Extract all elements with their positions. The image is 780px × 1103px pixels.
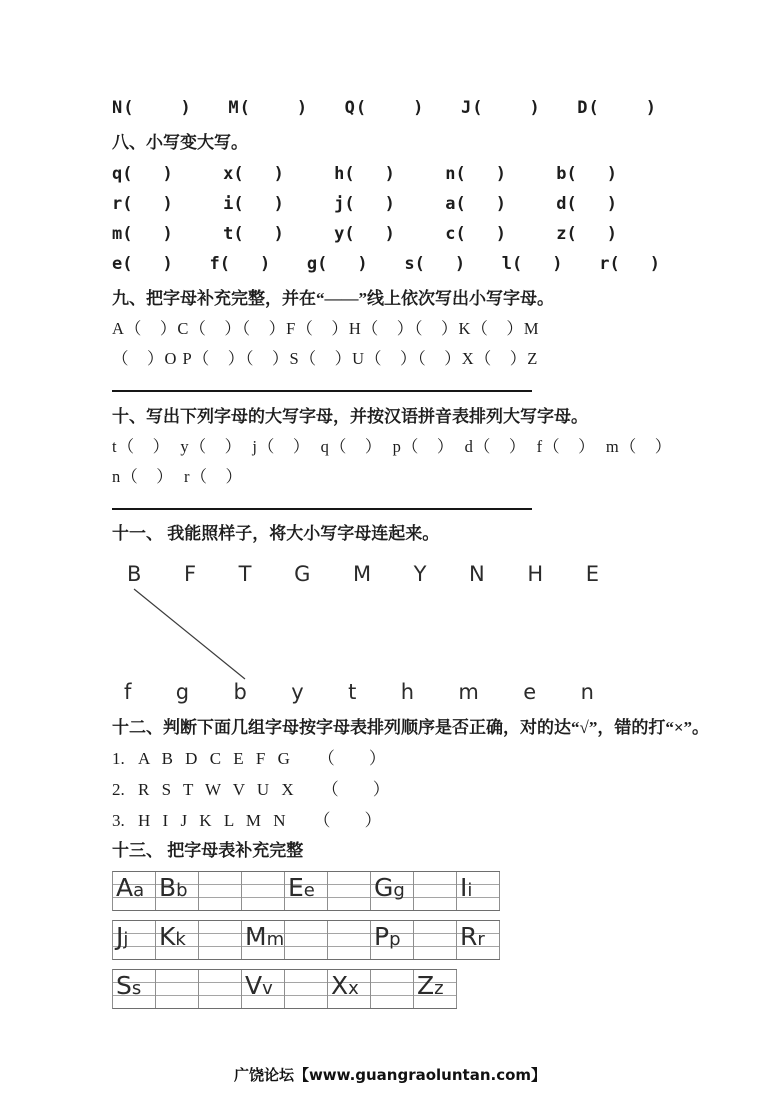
- letter: l: [501, 254, 512, 274]
- letter: y: [334, 224, 345, 244]
- letter-blank-group: y( ): [334, 224, 395, 244]
- item-number: 1.: [112, 749, 125, 768]
- alphabet-cell-blank: [242, 872, 285, 910]
- answer-line: [112, 390, 532, 392]
- uppercase-letter: S: [116, 971, 132, 1000]
- letter: s: [404, 254, 415, 274]
- letter-blank-group: x( ): [223, 164, 284, 184]
- alphabet-cell-filled: [113, 872, 156, 910]
- letter: b: [556, 164, 567, 184]
- lowercase-letter-row: [124, 679, 594, 705]
- uppercase-letter: G: [374, 873, 394, 902]
- footer-watermark: 广饶论坛【www.guangraoluntan.com】: [233, 1066, 547, 1084]
- lowercase-letter: i: [467, 880, 473, 901]
- uppercase-letter: B: [159, 873, 177, 902]
- letter: N: [112, 98, 124, 118]
- match-letter: Y: [413, 562, 427, 586]
- lowercase-letter: r: [477, 929, 485, 950]
- lowercase-letter: g: [393, 880, 405, 901]
- letter-blank-group: Q( ): [344, 98, 425, 118]
- alphabet-cell-filled: [242, 970, 285, 1008]
- section11-title: 十一、 我能照样子，将大小写字母连起来。: [112, 524, 440, 543]
- match-letter: E: [585, 562, 599, 586]
- alphabet-table-line: [112, 871, 730, 911]
- letter-pair: [331, 973, 359, 998]
- section9-title: 九、把字母补充完整，并在“——”线上依次写出小写字母。: [112, 289, 554, 308]
- alphabet-cell-filled: [113, 921, 156, 959]
- answer-blank: （ ）: [317, 749, 386, 768]
- letter: r: [112, 194, 123, 214]
- section10-title: 十、写出下列字母的大写字母，并按汉语拼音表排列大写字母。: [112, 407, 588, 426]
- section10-line-1: t（ ） y（ ） j（ ） q（ ） p（ ） d（ ） f（ ） m（ ）: [112, 437, 673, 456]
- letter-blank-group: e( ): [112, 254, 173, 274]
- letter-sequence: H I J K L M N: [138, 811, 290, 830]
- letter-blank-group: D( ): [577, 98, 657, 118]
- alphabet-cell-filled: [371, 921, 414, 959]
- alphabet-table-row-2: [112, 920, 500, 960]
- match-letter: h: [400, 680, 415, 704]
- uppercase-letter: P: [374, 922, 390, 951]
- match-letter: t: [348, 680, 357, 704]
- lowercase-letter: p: [389, 929, 401, 950]
- letter-blank-group: r( ): [599, 254, 660, 274]
- letter-blank-group: N( ): [112, 98, 192, 118]
- alphabet-cell-blank: [414, 921, 457, 959]
- letter-pair: [159, 924, 186, 949]
- letter-blank-group: t( ): [223, 224, 284, 244]
- letter-pair: [288, 875, 315, 900]
- section8-row-2: [112, 194, 617, 214]
- letter-blank-group: z( ): [556, 224, 617, 244]
- letter: Q: [344, 98, 356, 118]
- match-letter: y: [291, 680, 304, 704]
- section9-line-1: A（ ）C（ ）（ ）F（ ）H（ ）（ ）K（ ）M: [112, 319, 540, 338]
- letter: z: [556, 224, 567, 244]
- alphabet-cell-blank: [199, 921, 242, 959]
- section8-row-1: [112, 164, 617, 184]
- answer-blank: （ ）: [313, 811, 382, 830]
- uppercase-letter: A: [116, 873, 134, 902]
- letter-pair: [116, 924, 128, 949]
- alphabet-cell-filled: [285, 872, 328, 910]
- lowercase-letter: k: [175, 929, 186, 950]
- letter: a: [445, 194, 456, 214]
- letter-blank-group: l( ): [501, 254, 563, 274]
- alphabet-cell-filled: [242, 921, 285, 959]
- letter-blank-group: f( ): [209, 254, 271, 274]
- alphabet-cell-filled: [414, 970, 457, 1008]
- letter: t: [223, 224, 234, 244]
- letter-pair: [159, 875, 188, 900]
- match-letter: B: [127, 562, 142, 586]
- section12-title: 十二、判断下面几组字母按字母表排列顺序是否正确，对的达“√”，错的打“×”。: [112, 718, 710, 737]
- item-number: 2.: [112, 780, 125, 799]
- lowercase-letter: a: [133, 880, 145, 901]
- match-letter: f: [124, 680, 132, 704]
- alphabet-cell-filled: [457, 872, 500, 910]
- uppercase-letter-row: [127, 561, 599, 587]
- letter-sequence: A B D C E F G: [138, 749, 294, 768]
- uppercase-letter: I: [460, 873, 468, 902]
- item-number: 3.: [112, 811, 125, 830]
- letter: n: [445, 164, 456, 184]
- alphabet-cell-filled: [156, 872, 199, 910]
- match-letter: b: [233, 680, 247, 704]
- section13-title: 十三、 把字母表补充完整: [112, 841, 304, 860]
- letter-sequence: R S T W V U X: [138, 780, 298, 799]
- letter-blank-group: b( ): [556, 164, 617, 184]
- alphabet-table-row-3: [112, 969, 457, 1009]
- match-letter: e: [523, 680, 537, 704]
- letter-pair: [460, 924, 485, 949]
- section8-row-4: [112, 254, 660, 274]
- section11-matching: [112, 523, 730, 705]
- alphabet-cell-filled: [457, 921, 500, 959]
- alphabet-cell-filled: [371, 872, 414, 910]
- alphabet-cell-blank: [285, 970, 328, 1008]
- match-letter: M: [352, 562, 372, 586]
- judge-row: [112, 748, 730, 770]
- letter-blank-group: J( ): [460, 98, 541, 118]
- letter-blank-group: n( ): [445, 164, 506, 184]
- letter-blank-group: m( ): [112, 224, 173, 244]
- letter: c: [445, 224, 456, 244]
- letter-pair: [116, 973, 141, 998]
- uppercase-letter: Z: [417, 971, 435, 1000]
- match-letter: n: [580, 680, 594, 704]
- judge-row: [112, 779, 730, 801]
- letter-blank-group: a( ): [445, 194, 506, 214]
- letter: J: [460, 98, 473, 118]
- alphabet-cell-blank: [156, 970, 199, 1008]
- alphabet-table-line: [112, 969, 730, 1009]
- lowercase-letter: s: [131, 978, 142, 999]
- letter-pair: [374, 875, 405, 900]
- alphabet-cell-filled: [113, 970, 156, 1008]
- match-letter: F: [184, 562, 197, 586]
- letter: f: [209, 254, 220, 274]
- alphabet-cell-blank: [414, 872, 457, 910]
- section9-line-2: （ ）O P（ ）（ ）S（ ）U（ ）（ ）X（ ）Z: [112, 349, 539, 368]
- letter: q: [112, 164, 123, 184]
- letter: h: [334, 164, 345, 184]
- alphabet-cell-blank: [328, 872, 371, 910]
- letter-pair: [116, 875, 144, 900]
- alphabet-table-line: [112, 920, 730, 960]
- uppercase-letter: J: [116, 922, 124, 951]
- letter-pair: [417, 973, 444, 998]
- lowercase-letter: v: [262, 978, 273, 999]
- letter: d: [556, 194, 567, 214]
- lowercase-letter: x: [348, 978, 359, 999]
- uppercase-letter: V: [245, 971, 263, 1000]
- letter-blank-group: q( ): [112, 164, 173, 184]
- judge-row: [112, 810, 730, 832]
- alphabet-cell-blank: [285, 921, 328, 959]
- letter: j: [334, 194, 345, 214]
- lowercase-letter: b: [176, 880, 188, 901]
- answer-blank: （ ）: [321, 780, 390, 799]
- alphabet-cell-blank: [199, 970, 242, 1008]
- match-letter: N: [469, 562, 485, 586]
- letter-blank-group: s( ): [404, 254, 466, 274]
- section10-line-2: n（ ） r（ ）: [112, 467, 243, 486]
- sample-connection-line: [112, 523, 672, 705]
- section8-title: 八、小写变大写。: [112, 133, 248, 152]
- letter: D: [577, 98, 589, 118]
- letter-blank-group: c( ): [445, 224, 506, 244]
- alphabet-cell-blank: [199, 872, 242, 910]
- uppercase-letter: M: [245, 922, 267, 951]
- letter-blank-group: r( ): [112, 194, 173, 214]
- alphabet-cell-filled: [328, 970, 371, 1008]
- uppercase-letter: E: [288, 873, 304, 902]
- uppercase-letter: X: [331, 971, 349, 1000]
- match-letter: H: [527, 562, 544, 586]
- lowercase-letter: z: [434, 978, 444, 999]
- letter-blank-group: g( ): [306, 254, 368, 274]
- letter-pair: [460, 875, 472, 900]
- match-letter: T: [238, 562, 252, 586]
- section8-row-3: [112, 224, 617, 244]
- letter: e: [112, 254, 123, 274]
- letter-blank-group: M( ): [228, 98, 309, 118]
- answer-line: [112, 508, 532, 510]
- lowercase-letter: e: [303, 880, 315, 901]
- alphabet-cell-blank: [328, 921, 371, 959]
- lowercase-letter: m: [266, 929, 285, 950]
- letter: m: [112, 224, 123, 244]
- letter-blank-group: j( ): [334, 194, 395, 214]
- uppercase-letter: R: [460, 922, 478, 951]
- uppercase-letter: K: [159, 922, 176, 951]
- letter-blank-group: i( ): [223, 194, 284, 214]
- alphabet-cell-filled: [156, 921, 199, 959]
- letter: M: [228, 98, 240, 118]
- letter: g: [306, 254, 318, 274]
- letter: x: [223, 164, 234, 184]
- letter-blank-group: h( ): [334, 164, 395, 184]
- letter: i: [223, 194, 234, 214]
- lowercase-letter: j: [123, 929, 129, 950]
- letter-pair: [245, 924, 284, 949]
- match-letter: m: [458, 680, 479, 704]
- letter-pair: [374, 924, 401, 949]
- alphabet-cell-blank: [371, 970, 414, 1008]
- letter: r: [599, 254, 610, 274]
- match-letter: G: [294, 562, 311, 586]
- match-letter: g: [175, 680, 190, 704]
- alphabet-table-row-1: [112, 871, 500, 911]
- uppercase-blank-row: [112, 98, 657, 118]
- letter-pair: [245, 973, 273, 998]
- letter-blank-group: d( ): [556, 194, 617, 214]
